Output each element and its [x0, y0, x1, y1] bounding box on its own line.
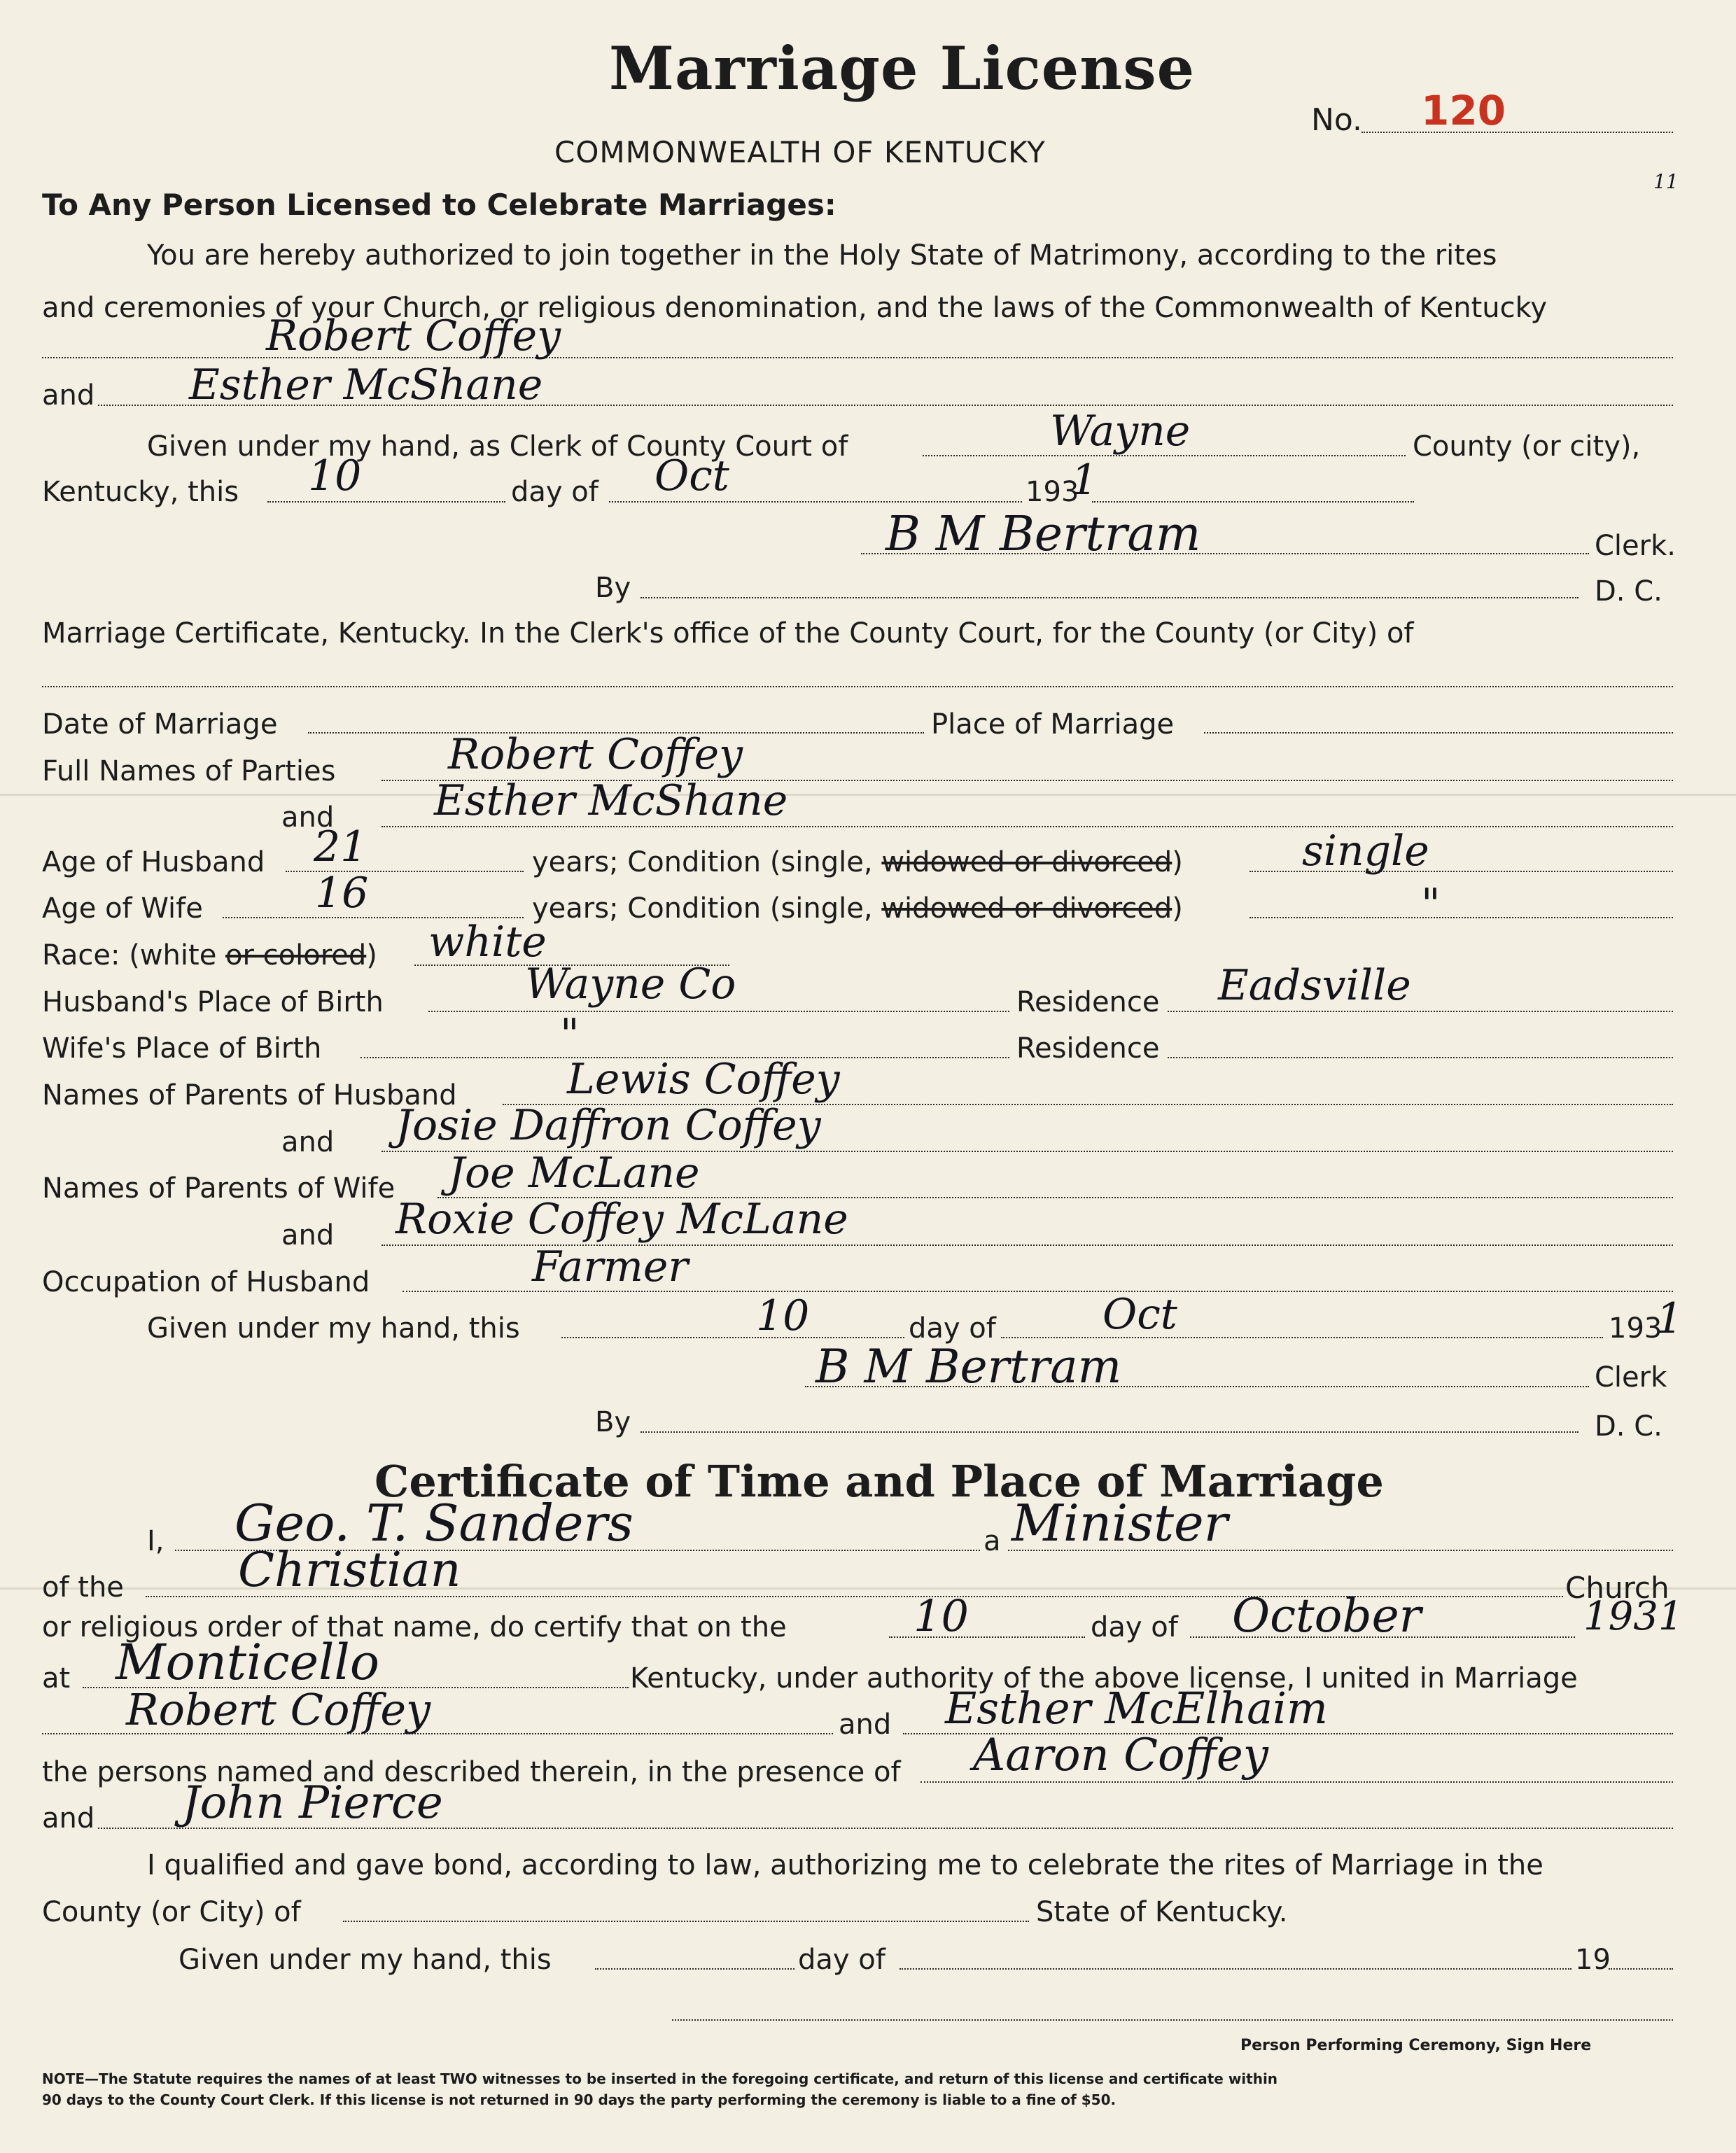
cert-clerk-label: Clerk — [1595, 1361, 1667, 1394]
church-label: Church — [1565, 1571, 1670, 1605]
wife-years-condition-text: years; Condition (single, — [532, 892, 873, 925]
wife-and-label: and — [281, 801, 335, 834]
ceremony-and-label: and — [839, 1709, 892, 1741]
husband-residence: Eadsville — [1218, 961, 1411, 1010]
date-of-marriage-label: Date of Marriage — [42, 708, 278, 741]
race-label — [42, 939, 377, 972]
wife-birth-place: " — [560, 1010, 580, 1059]
license-day: 10 — [308, 451, 362, 500]
cert-month-line — [1001, 1337, 1603, 1338]
cert-dc-label: D. C. — [1595, 1410, 1662, 1443]
authorize-line-1: You are hereby authorized to join together in the Holy State of Matrimony, according to the rites — [147, 239, 1497, 272]
license-day-of-label: day of — [511, 476, 598, 508]
party1-name: Robert Coffey — [266, 311, 561, 360]
authority-label: Kentucky, under authority of the above license, I united in Marriage — [630, 1662, 1578, 1695]
place-of-marriage-label: Place of Marriage — [931, 708, 1175, 741]
husband-condition-label — [532, 848, 1183, 876]
ceremony-a-label: a — [983, 1525, 1001, 1557]
cert-clerk-line — [805, 1386, 1589, 1387]
wife-condition-close: ) — [1172, 892, 1183, 925]
parents-husband-label: Names of Parents of Husband — [42, 1079, 457, 1111]
cert-year-prefix: 193 — [1609, 1312, 1662, 1345]
husband-condition-close: ) — [1172, 846, 1183, 878]
state-label: State of Kentucky. — [1036, 1896, 1288, 1928]
witness1-name: Aaron Coffey — [973, 1730, 1268, 1781]
husband-birth-label: Husband's Place of Birth — [42, 986, 384, 1018]
county-city-line — [343, 1921, 1029, 1922]
husband-mother: Josie Daffron Coffey — [396, 1101, 821, 1150]
cert-year-suffix: 1 — [1656, 1294, 1684, 1343]
license-day-line — [267, 501, 505, 503]
license-dc-label: D. C. — [1595, 575, 1662, 608]
cert-by-line — [640, 1431, 1578, 1433]
license-no-line — [1362, 132, 1673, 133]
cert-by-label: By — [595, 1406, 631, 1438]
ceremony-given-year-line — [1609, 1968, 1673, 1970]
condition-husband: single — [1302, 827, 1429, 876]
certificate-intro: Marriage Certificate, Kentucky. In the Clerk's office of the County Court, for the County (or City) of — [42, 617, 1414, 650]
ceremony-month: October — [1232, 1589, 1422, 1643]
party2-and-label: and — [42, 379, 95, 412]
wife-name-line — [382, 826, 1673, 827]
religious-order-label: or religious order of that name, do certify that on the — [42, 1611, 787, 1643]
husband-birth-line — [428, 1011, 1009, 1012]
occupation-label: Occupation of Husband — [42, 1266, 370, 1298]
officiant-name: Geo. T. Sanders — [234, 1494, 634, 1552]
party2-name: Esther McShane — [189, 360, 543, 409]
witness2-and-label: and — [42, 1802, 95, 1835]
condition-wife-line — [1250, 917, 1673, 918]
ceremony-given-day-of-label: day of — [798, 1944, 886, 1976]
ceremony-title: Certificate of Time and Place of Marriage — [374, 1456, 1384, 1507]
license-year-line — [1092, 501, 1414, 503]
statute-note-line2: 90 days to the County Court Clerk. If this license is not returned in 90 days the party performing the ceremony is liable to a fine of $50. — [42, 2091, 1116, 2108]
wife-condition-label — [532, 892, 1183, 925]
race-value: white — [428, 918, 547, 967]
husband-full-name: Robert Coffey — [448, 730, 743, 779]
salutation: To Any Person Licensed to Celebrate Marriages: — [42, 188, 836, 222]
license-month-line — [609, 501, 1022, 503]
husband-mother-and-label: and — [281, 1126, 335, 1158]
wife-mother-and-label: and — [281, 1219, 335, 1251]
wife-full-name: Esther McShane — [434, 776, 788, 825]
license-number: 120 — [1421, 87, 1506, 134]
race-close: ) — [366, 939, 377, 972]
license-no-label: No. — [1311, 102, 1363, 138]
given-clerk-label: Given under my hand, as Clerk of County Court of — [147, 430, 848, 463]
church-name: Christian — [238, 1543, 461, 1598]
age-wife-label: Age of Wife — [42, 892, 203, 925]
cert-given-month: Oct — [1102, 1290, 1177, 1339]
ky-this-label: Kentucky, this — [42, 476, 239, 508]
cert-day-of-label: day of — [909, 1312, 996, 1345]
commonwealth-subtitle: COMMONWEALTH OF KENTUCKY — [554, 135, 1046, 169]
license-year-suffix: 1 — [1071, 456, 1098, 505]
place-of-marriage-line — [1204, 732, 1673, 734]
ceremony-place: Monticello — [115, 1634, 379, 1691]
husband-residence-line — [1168, 1011, 1673, 1012]
license-clerk-signature: B M Bertram — [886, 507, 1201, 562]
age-wife: 16 — [315, 869, 369, 918]
race-strike-text: or colored — [225, 939, 367, 972]
ceremony-given-day-line — [595, 1968, 794, 1970]
ceremony-given-month-line — [899, 1968, 1572, 1970]
county-city-label: County (or City) of — [42, 1896, 301, 1928]
cert-given-label: Given under my hand, this — [147, 1312, 520, 1345]
license-year-prefix: 193 — [1026, 476, 1079, 508]
wife-residence-line — [1168, 1057, 1673, 1058]
license-by-label: By — [595, 572, 631, 604]
fold-crease-upper — [0, 794, 1736, 796]
husband-strike-text: widowed or divorced — [881, 846, 1172, 878]
condition-wife: " — [1421, 880, 1441, 929]
officiant-title: Minister — [1011, 1494, 1228, 1552]
cert-clerk-signature: B M Bertram — [816, 1340, 1122, 1394]
persons-label: the persons named and described therein, in the presence of — [42, 1756, 901, 1788]
authorize-line-2: and ceremonies of your Church, or religious denomination, and the laws of the Commonwealth of Kentucky — [42, 292, 1548, 324]
license-clerk-label: Clerk. — [1595, 530, 1676, 562]
ceremony-of-the-label: of the — [42, 1571, 124, 1604]
ceremony-bride: Esther McElhaim — [945, 1683, 1328, 1734]
ceremony-year: 1931 — [1583, 1594, 1684, 1639]
husband-years-condition-text: years; Condition (single, — [532, 846, 873, 878]
cert-given-day-line — [561, 1337, 904, 1338]
ceremony-given-label: Given under my hand, this — [178, 1944, 552, 1976]
officiant-signature-line — [672, 2019, 1673, 2021]
certificate-county-line — [42, 686, 1673, 687]
qualified-line: I qualified and gave bond, according to law, authorizing me to celebrate the rites of Marriage in the — [147, 1849, 1544, 1881]
license-clerk-line — [861, 553, 1589, 554]
witness1-line — [920, 1781, 1673, 1783]
county-suffix-label: County (or city), — [1413, 430, 1641, 463]
witness2-name: John Pierce — [182, 1777, 443, 1829]
ceremony-i-label: I, — [147, 1525, 164, 1557]
cert-given-day: 10 — [756, 1291, 810, 1340]
ceremony-groom: Robert Coffey — [126, 1684, 431, 1735]
statute-note-line1: NOTE—The Statute requires the names of at least TWO witnesses to be inserted in the foregoing certificate, and return of this license and certificate within — [42, 2070, 1278, 2087]
ceremony-day: 10 — [913, 1590, 969, 1641]
license-month: Oct — [654, 451, 729, 500]
race-label-text: Race: (white — [42, 939, 217, 972]
ceremony-given-year-prefix: 19 — [1575, 1944, 1611, 1976]
husband-residence-label: Residence — [1016, 986, 1160, 1018]
license-by-line — [640, 597, 1578, 598]
parents-wife-label: Names of Parents of Wife — [42, 1172, 396, 1205]
wife-mother: Roxie Coffey McLane — [396, 1195, 848, 1244]
age-husband: 21 — [314, 822, 368, 871]
occupation-value: Farmer — [532, 1242, 689, 1291]
ceremony-day-of-label: day of — [1091, 1611, 1178, 1643]
wife-residence-label: Residence — [1016, 1032, 1160, 1065]
wife-strike-text: widowed or divorced — [881, 892, 1172, 925]
husband-father: Lewis Coffey — [567, 1055, 840, 1104]
wife-father: Joe McLane — [448, 1149, 700, 1198]
license-county: Wayne — [1050, 407, 1191, 456]
sign-here-caption: Person Performing Ceremony, Sign Here — [1240, 2037, 1592, 2054]
margin-mark: 11 — [1653, 170, 1679, 193]
document-title: Marriage License — [609, 34, 1196, 103]
full-names-label: Full Names of Parties — [42, 755, 336, 787]
age-husband-label: Age of Husband — [42, 846, 265, 878]
wife-birth-label: Wife's Place of Birth — [42, 1032, 322, 1065]
ceremony-at-label: at — [42, 1662, 71, 1695]
husband-birth-place: Wayne Co — [525, 960, 736, 1009]
